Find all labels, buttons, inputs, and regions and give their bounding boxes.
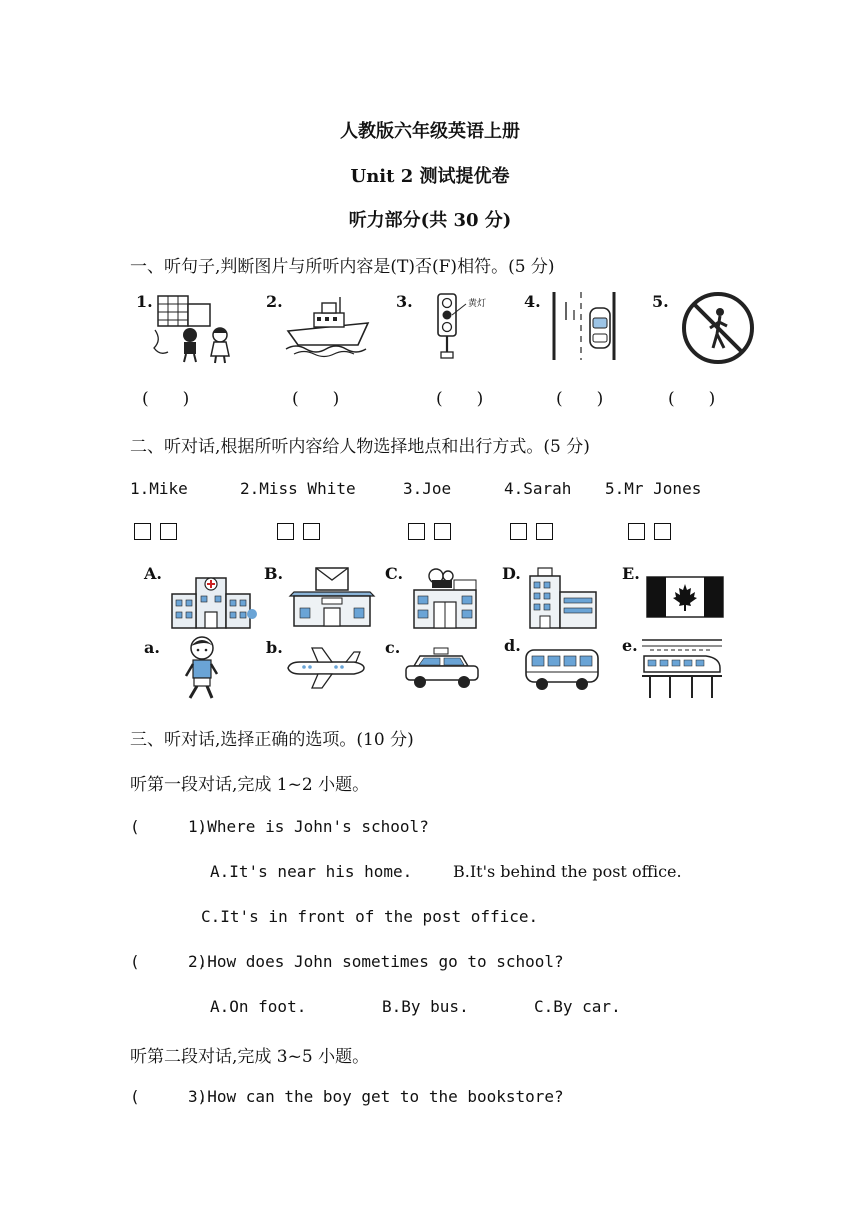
walking-boy-icon [180,634,224,702]
person-4: 4.Sarah [504,479,572,498]
s1-number-1: 1. [136,292,153,311]
answer-box[interactable] [654,523,671,540]
place-label-e: E. [622,564,640,583]
answer-box[interactable] [277,523,294,540]
q3-answer-bracket[interactable]: ( ) [130,1087,208,1106]
answer-box[interactable] [628,523,645,540]
canada-flag-icon [646,576,724,618]
place-label-a: A. [144,564,162,583]
page-title: 人教版六年级英语上册 [340,121,520,142]
question-3: 3.How can the boy get to the bookstore? [188,1087,564,1106]
s1-answer-4[interactable]: ( ) [556,389,604,409]
q2-answer-bracket[interactable]: ( ) [130,952,208,971]
place-label-b: B. [264,564,284,583]
answer-box[interactable] [536,523,553,540]
q2-option-c[interactable]: C.By car. [534,997,621,1016]
question-2: 2.How does John sometimes go to school? [188,952,564,971]
ship-icon [284,293,374,358]
transport-label-b: b. [266,638,283,657]
section1-heading: 一、听句子,判断图片与所听内容是(T)否(F)相符。(5 分) [130,257,555,277]
s1-answer-2[interactable]: ( ) [292,389,340,409]
person-1: 1.Mike [130,479,188,498]
place-label-d: D. [502,564,521,583]
q1-answer-bracket[interactable]: ( ) [130,817,208,836]
section3-heading: 三、听对话,选择正确的选项。(10 分) [130,730,414,750]
answer-box[interactable] [134,523,151,540]
unit-title: Unit 2 测试提优卷 [350,166,510,187]
transport-label-e: e. [622,636,638,655]
s1-answer-5[interactable]: ( ) [668,389,716,409]
person-2: 2.Miss White [240,479,356,498]
transport-label-c: c. [385,638,401,657]
person-5: 5.Mr Jones [605,479,702,498]
taxi-icon [402,646,482,690]
cinema-icon [410,566,480,630]
q1-option-b[interactable]: B.It's behind the post office. [453,862,682,881]
train-icon [640,638,724,700]
place-label-c: C. [385,564,404,583]
transport-label-d: d. [504,636,521,655]
s1-answer-3[interactable]: ( ) [436,389,484,409]
s1-number-5: 5. [652,292,669,311]
s1-answer-1[interactable]: ( ) [142,389,190,409]
dialogue2-instruction: 听第二段对话,完成 3~5 小题。 [130,1047,370,1067]
q2-option-b[interactable]: B.By bus. [382,997,469,1016]
listening-title: 听力部分(共 30 分) [348,210,512,231]
s1-number-4: 4. [524,292,541,311]
answer-box[interactable] [434,523,451,540]
q1-option-c[interactable]: C.It's in front of the post office. [201,907,539,926]
answer-box[interactable] [303,523,320,540]
q1-option-a[interactable]: A.It's near his home. [210,862,413,881]
answer-box[interactable] [408,523,425,540]
school-children-icon [150,290,245,365]
yellow-light-label: 黄灯 [468,299,487,309]
question-1: 1.Where is John's school? [188,817,429,836]
person-3: 3.Joe [403,479,452,498]
s1-number-2: 2. [266,292,283,311]
plane-icon [284,644,366,692]
bus-icon [522,644,602,692]
section2-heading: 二、听对话,根据所听内容给人物选择地点和出行方式。(5 分) [130,437,590,457]
answer-box[interactable] [160,523,177,540]
q2-option-a[interactable]: A.On foot. [210,997,307,1016]
transport-label-a: a. [144,638,160,657]
no-walking-sign-icon [680,290,756,366]
post-office-icon [286,566,378,630]
answer-box[interactable] [510,523,527,540]
dialogue1-instruction: 听第一段对话,完成 1~2 小题。 [130,775,370,795]
building-icon [526,566,602,630]
hospital-icon [166,568,258,630]
car-road-icon [548,290,620,362]
s1-number-3: 3. [396,292,413,311]
traffic-light-icon [428,290,498,362]
